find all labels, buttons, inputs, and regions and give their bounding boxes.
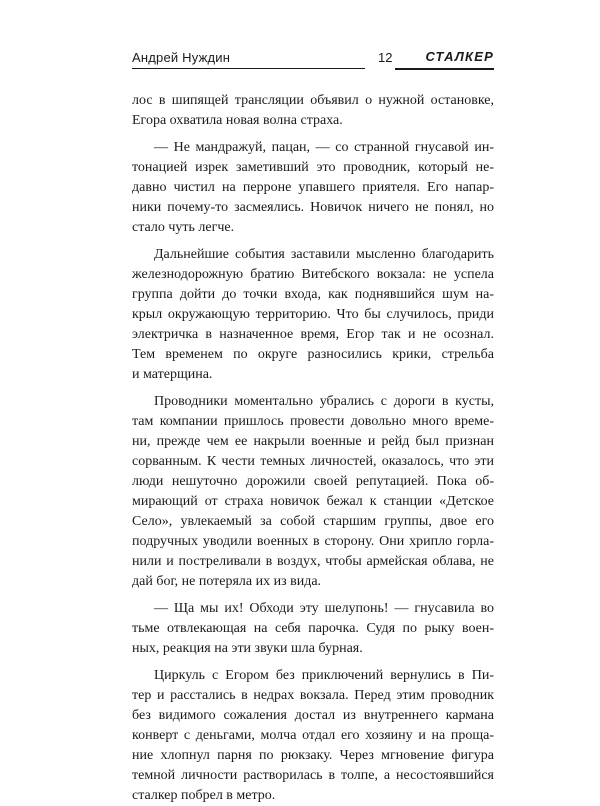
- text-line: конверт с деньгами, молча отдал его хозяину и на проща-: [132, 728, 494, 743]
- text-line: и матерщина.: [132, 367, 213, 382]
- text-line: Проводники моментально убрались с дороги в кусты,: [154, 394, 494, 409]
- text-line: Егора охватила новая волна страха.: [132, 113, 343, 128]
- text-line: электричка в назначенное время, Егор так и не осознал.: [132, 327, 494, 342]
- text-line: группа дойти до точки входа, как поднявшийся шум на-: [132, 287, 494, 302]
- text-line: темной личности растворилась в толпе, а несостоявшийся: [132, 768, 494, 783]
- text-line: стало чуть легче.: [132, 220, 235, 235]
- text-line: крыл окружающую территорию. Что бы случилось, приди: [132, 307, 494, 322]
- paragraph: [132, 138, 494, 238]
- text-line: Циркуль с Егором без приключений вернулись в Пи-: [154, 668, 494, 683]
- header-rule-left: [132, 68, 365, 69]
- text-line: — Ща мы их! Обходи эту шелупонь! — гнусавила во: [154, 601, 494, 616]
- text-line: давно чистил на перроне упавшего приятеля. Его напар-: [132, 180, 494, 195]
- paragraph: [132, 245, 494, 385]
- text-line: — Не мандражуй, пацан, — со странной гнусавой ин-: [154, 140, 494, 155]
- text-line: ние хлопнул парня по рюкзаку. Через мгновение фигура: [132, 748, 494, 763]
- header-series-title: СТАЛКЕР: [425, 49, 494, 64]
- text-line: люди нешуточно дорожили своей репутацией. Пока об-: [132, 474, 494, 489]
- paragraph: [132, 91, 494, 131]
- text-line: лос в шипящей трансляции объявил о нужной остановке,: [132, 93, 494, 108]
- text-line: там компании пришлось провести довольно много време-: [132, 414, 494, 429]
- text-line: нили и постреливали в воздух, чтобы армейская облава, не: [132, 554, 494, 569]
- page-number: 12: [378, 50, 393, 65]
- text-line: Село», увлекаемый за собой старшим группы, двое его: [132, 514, 494, 529]
- page-body: [132, 91, 494, 806]
- header-author: Андрей Нуждин: [132, 50, 231, 65]
- header-rule-right: [395, 68, 494, 70]
- text-line: без видимого сожаления достал из внутреннего кармана: [132, 708, 494, 723]
- text-line: ни, прежде чем ее накрыли военные и рейд был признан: [132, 434, 494, 449]
- text-line: Тем временем по округе разносились крики, стрельба: [132, 347, 494, 362]
- text-line: тьме отвлекающая на себя парочка. Судя по рыку воен-: [132, 621, 494, 636]
- text-line: подручных уводили военных в сторону. Они хрипло горла-: [132, 534, 494, 549]
- text-line: сорванным. К чести темных личностей, оказалось, что эти: [132, 454, 494, 469]
- text-line: сталкер побрел в метро.: [132, 788, 276, 803]
- text-line: Дальнейшие события заставили мысленно благодарить: [154, 247, 494, 262]
- text-line: тонацией изрек заметивший это проводник, который не-: [132, 160, 494, 175]
- paragraph: [132, 392, 494, 592]
- paragraph: [132, 666, 494, 806]
- text-line: тер и расстались в недрах вокзала. Перед этим проводник: [132, 688, 494, 703]
- text-line: мирающий от страха новичок бежал к станции «Детское: [132, 494, 494, 509]
- running-header: [132, 50, 494, 70]
- text-line: дай бог, не потеряла их из вида.: [132, 574, 322, 589]
- paragraph: [132, 599, 494, 659]
- text-line: ных, реакция на эти звуки шла бурная.: [132, 641, 363, 656]
- text-line: железнодорожную братию Витебского вокзала: не успела: [132, 267, 494, 282]
- text-line: ники почему-то засмеялись. Новичок ничего не понял, но: [132, 200, 494, 215]
